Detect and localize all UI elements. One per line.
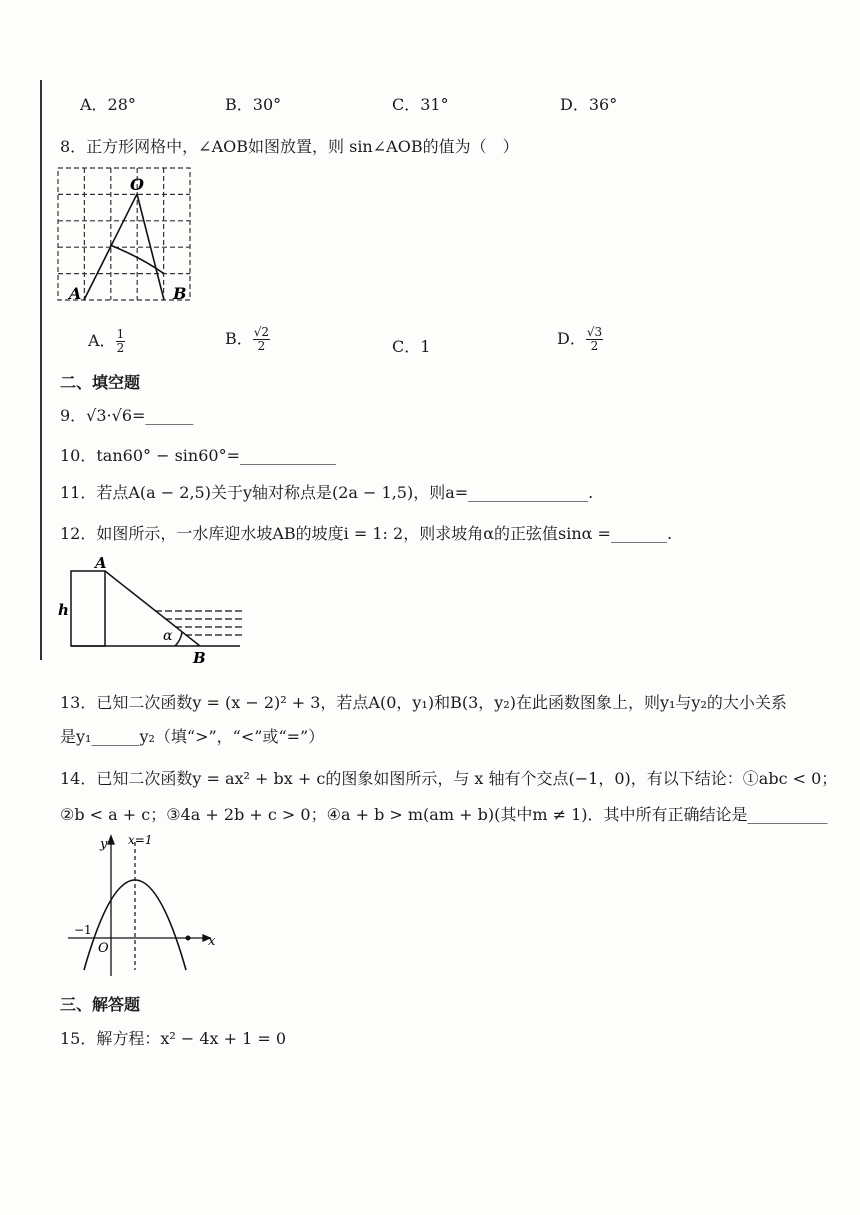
section-3-heading: 三、解答题 <box>60 995 141 1014</box>
q12-dam-figure <box>55 555 255 667</box>
q12: 12．如图所示，一水库迎水坡AB的坡度i = 1: 2，则求坡角α的正弦值sinα =_______. <box>60 524 673 543</box>
q13-line-1: 13．已知二次函数y = (x − 2)² + 3，若点A(0，y₁)和B(3，y₂)在此函数图象上，则y₁与y₂的大小关系 <box>60 693 787 712</box>
margin-line <box>40 80 42 660</box>
q14-label-o: O <box>98 941 109 956</box>
q9: 9．√3·√6=______ <box>60 406 194 425</box>
q14-label-axis: x=1 <box>128 833 153 847</box>
q12-label-alpha: α <box>163 628 173 644</box>
q12-label-h: h <box>58 601 69 619</box>
q8-grid-figure <box>55 165 195 305</box>
q14-label-y: y <box>100 837 108 852</box>
q11: 11．若点A(a − 2,5)关于y轴对称点是(2a − 1,5)，则a=_______________. <box>60 483 594 502</box>
q8-option-a: A． $\frac{1}{2}$ <box>88 327 125 355</box>
q14-parabola-figure <box>60 830 220 980</box>
q8-label-a: A <box>69 284 82 303</box>
q7-option-a: A．28° <box>80 95 136 114</box>
section-2-heading: 二、填空题 <box>60 373 141 392</box>
q7-option-b: B．30° <box>225 95 282 114</box>
q13-line-2: 是y₁______y₂（填“>”，“<”或“=”） <box>60 727 325 746</box>
q12-label-a: A <box>95 555 107 572</box>
q14-line-1: 14．已知二次函数y = ax² + bx + c的图象如图所示，与 x 轴有个交点(−1，0)，有以下结论：①abc < 0； <box>60 769 838 788</box>
q8-label-b: B <box>173 284 187 303</box>
q7-option-c: C．31° <box>392 95 449 114</box>
q8-option-c: C．1 <box>392 337 431 356</box>
q10: 10．tan60° − sin60°=____________ <box>60 446 336 465</box>
q15: 15．解方程：x² − 4x + 1 = 0 <box>60 1029 287 1048</box>
q8-option-d: D． $\frac{√3}{2}$ <box>557 325 603 353</box>
q8-stem: 8．正方形网格中，∠AOB如图放置，则 sin∠AOB的值为（ ） <box>60 137 519 156</box>
q12-label-b: B <box>193 649 206 667</box>
q14-line-2: ②b < a + c；③4a + 2b + c > 0；④a + b > m(am + b)(其中m ≠ 1)．其中所有正确结论是__________ <box>60 805 828 824</box>
q14-label-neg1: −1 <box>74 923 92 937</box>
q7-option-d: D．36° <box>560 95 618 114</box>
q8-label-o: O <box>130 175 144 194</box>
q14-label-x: x <box>208 934 216 949</box>
q8-option-b: B． $\frac{√2}{2}$ <box>225 325 270 353</box>
